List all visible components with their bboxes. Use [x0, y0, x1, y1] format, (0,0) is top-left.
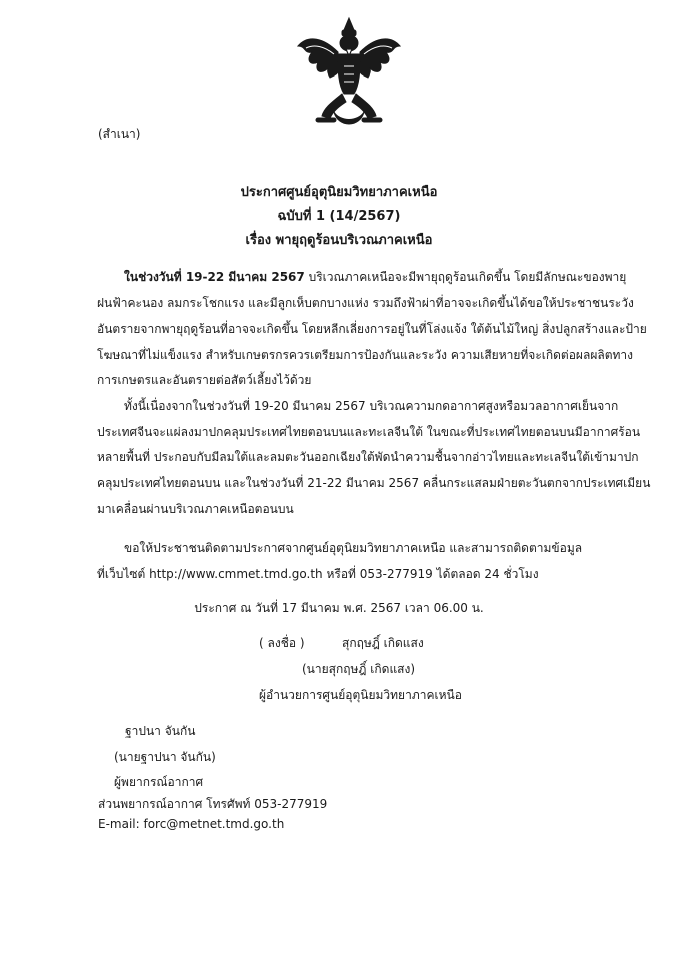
para1-line4: โฆษณาที่ไม่แข็งแรง สำหรับเกษตรกรควรเตรียมการป้องกันและระวัง ความเสียหายที่จะเกิดต่อผลผลิตทาง: [97, 348, 633, 362]
header-org: ประกาศศูนย์อุตุนิยมวิทยาภาคเหนือ: [240, 185, 438, 200]
para1-line5: การเกษตรและอันตรายต่อสัตว์เลี้ยงไว้ด้วย: [97, 373, 312, 387]
para2-line5: มาเคลื่อนผ่านบริเวณภาคเหนือตอนบน: [97, 502, 294, 516]
signer-title: ผู้อำนวยการศูนย์อุตุนิยมวิทยาภาคเหนือ: [259, 688, 462, 702]
para1-line3: อันตรายจากพายุฤดูร้อนที่อาจจะเกิดขึ้น โดยหลีกเลี่ยงการอยู่ในที่โล่งแจ้ง ใต้ต้นไม้ใหญ่ สิ่งปลูกสร้างและป้าย: [97, 322, 647, 336]
forecaster-signature: ฐาปนา จันกัน: [125, 724, 196, 738]
signer-sign-label: ( ลงชื่อ ): [259, 636, 305, 650]
para2-line2: ประเทศจีนจะแผ่ลงมาปกคลุมประเทศไทยตอนบนและทะเลจีนใต้ ในขณะที่ประเทศไทยตอนบนมีอากาศร้อน: [97, 425, 641, 439]
para3-line2: ที่เว็บไซต์ http://www.cmmet.tmd.go.th หรือที่ 053-277919 ได้ตลอด 24 ชั่วโมง: [97, 567, 539, 581]
copy-note: (สำเนา): [98, 127, 141, 141]
forecaster-full-name: (นายฐาปนา จันกัน): [114, 750, 216, 764]
para2-line3: หลายพื้นที่ ประกอบกับมีลมใต้และลมตะวันออกเฉียงใต้พัดนำความชื้นจากอ่าวไทยและทะเลจีนใต้เข้ามาปก: [97, 450, 639, 464]
header-issue: ฉบับที่ 1 (14/2567): [277, 209, 401, 224]
forecaster-title: ผู้พยากรณ์อากาศ: [114, 775, 204, 789]
signer-signature: สุกฤษฎิ์ เกิดแสง: [342, 636, 424, 650]
para3-line1: ขอให้ประชาชนติดตามประกาศจากศูนย์อุตุนิยมวิทยาภาคเหนือ และสามารถติดตามข้อมูล: [124, 541, 583, 555]
para1-line2: ฝนฟ้าคะนอง ลมกระโชกแรง และมีลูกเห็บตกบางแห่ง รวมถึงฟ้าผ่าที่อาจจะเกิดขึ้นได้ขอให้ประชาชนระวัง: [97, 296, 634, 310]
para1-line1: [124, 268, 626, 287]
announce-date: ประกาศ ณ วันที่ 17 มีนาคม พ.ศ. 2567 เวลา 06.00 น.: [194, 601, 484, 615]
para2-line4: คลุมประเทศไทยตอนบน และในช่วงวันที่ 21-22 มีนาคม 2567 คลื่นกระแสลมฝ่ายตะวันตกจากประเทศเมียน: [97, 476, 651, 490]
garuda-emblem-icon: [294, 16, 404, 132]
forecaster-email: E-mail: forc@metnet.tmd.go.th: [98, 817, 285, 831]
para1-lead: ในช่วงวันที่ 19-22 มีนาคม 2567: [124, 270, 305, 284]
para2-line1: ทั้งนี้เนื่องจากในช่วงวันที่ 19-20 มีนาคม 2567 บริเวณความกดอากาศสูงหรือมวลอากาศเย็นจาก: [124, 399, 619, 413]
forecaster-section: ส่วนพยากรณ์อากาศ โทรศัพท์ 053-277919: [98, 797, 328, 811]
header-subject: เรื่อง พายุฤดูร้อนบริเวณภาคเหนือ: [245, 233, 433, 248]
para1-line1-rest: บริเวณภาคเหนือจะมีพายุฤดูร้อนเกิดขึ้น โดยมีลักษณะของพายุ: [308, 270, 627, 284]
signer-full-name: (นายสุกฤษฎิ์ เกิดแสง): [302, 662, 416, 676]
